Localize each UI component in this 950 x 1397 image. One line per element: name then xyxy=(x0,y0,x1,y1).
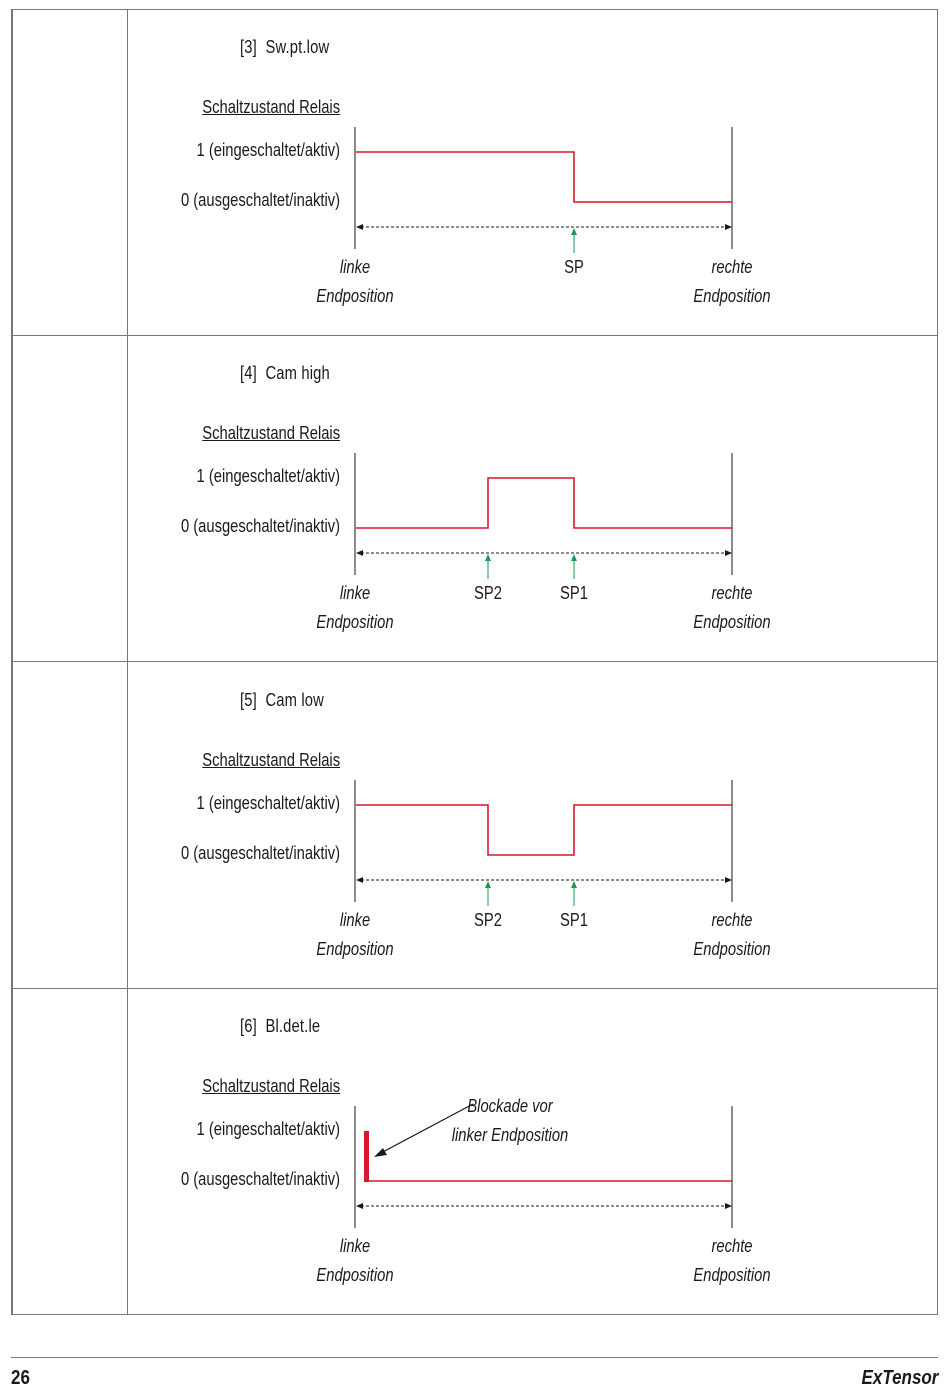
signal-line xyxy=(356,478,732,528)
blockade-pulse xyxy=(364,1131,369,1182)
state-on-label: 1 (eingeschaltet/aktiv) xyxy=(196,140,340,160)
section-number: [3] xyxy=(240,37,257,57)
arrowhead-right xyxy=(725,224,732,230)
signal-line xyxy=(356,805,732,855)
arrowhead-left xyxy=(356,224,363,230)
section-cam-low xyxy=(11,662,938,988)
note-pointer-arrowhead xyxy=(374,1148,387,1157)
blockade-note-line2: linker Endposition xyxy=(451,1125,569,1145)
left-end-line1: linke xyxy=(339,583,371,603)
left-end-line1: linke xyxy=(339,1236,371,1256)
state-on-label: 1 (eingeschaltet/aktiv) xyxy=(196,1119,340,1139)
arrowhead-right xyxy=(725,877,732,883)
section-sw-pt-low xyxy=(11,9,938,335)
state-off-label: 0 (ausgeschaltet/inaktiv) xyxy=(180,843,340,863)
blockade-note-line1: Blockade vor xyxy=(467,1096,553,1116)
sp-label: SP xyxy=(564,257,584,277)
blockade-note xyxy=(444,1092,575,1150)
left-end-line2: Endposition xyxy=(316,612,394,632)
right-end-line2: Endposition xyxy=(693,612,771,632)
section-name: Bl.det.le xyxy=(265,1016,321,1036)
right-end-label xyxy=(683,1232,781,1290)
section-number: [4] xyxy=(240,363,257,383)
right-end-line1: rechte xyxy=(711,583,753,603)
arrowhead-left xyxy=(356,1203,363,1209)
relais-state-heading: Schaltzustand Relais xyxy=(202,1076,340,1096)
brand-name: ExTensor xyxy=(861,1367,938,1389)
page-number: 26 xyxy=(11,1367,30,1389)
section-cam-high xyxy=(11,335,938,661)
state-on-label: 1 (eingeschaltet/aktiv) xyxy=(196,466,340,486)
arrowhead-right xyxy=(725,1203,732,1209)
right-end-line2: Endposition xyxy=(693,939,771,959)
relay-diagram xyxy=(11,988,938,1314)
page-table xyxy=(11,9,938,1315)
left-end-line2: Endposition xyxy=(316,939,394,959)
left-end-line2: Endposition xyxy=(316,1265,394,1285)
right-end-label xyxy=(683,253,781,311)
left-end-label xyxy=(306,906,404,964)
right-end-line1: rechte xyxy=(711,257,753,277)
left-end-label xyxy=(306,579,404,637)
relais-state-heading: Schaltzustand Relais xyxy=(202,97,340,117)
relay-diagram xyxy=(11,662,938,988)
section-number: [5] xyxy=(240,690,257,710)
sp2-label: SP2 xyxy=(474,910,502,930)
signal-line xyxy=(356,152,732,202)
relay-diagram xyxy=(11,335,938,661)
sp1-marker-arrowhead xyxy=(571,554,577,561)
relay-diagram xyxy=(11,9,938,335)
left-end-line1: linke xyxy=(339,910,371,930)
right-end-line2: Endposition xyxy=(693,1265,771,1285)
state-off-label: 0 (ausgeschaltet/inaktiv) xyxy=(180,1169,340,1189)
arrowhead-right xyxy=(725,550,732,556)
right-end-label xyxy=(683,906,781,964)
right-end-label xyxy=(683,579,781,637)
left-end-label xyxy=(306,253,404,311)
section-name: Sw.pt.low xyxy=(265,37,330,57)
sp2-marker-arrowhead xyxy=(485,554,491,561)
table-bottom-border xyxy=(11,1314,938,1315)
left-end-label xyxy=(306,1232,404,1290)
arrowhead-left xyxy=(356,877,363,883)
right-end-line1: rechte xyxy=(711,1236,753,1256)
state-off-label: 0 (ausgeschaltet/inaktiv) xyxy=(180,190,340,210)
footer-rule xyxy=(11,1357,938,1358)
relais-state-heading: Schaltzustand Relais xyxy=(202,423,340,443)
arrowhead-left xyxy=(356,550,363,556)
right-end-line2: Endposition xyxy=(693,286,771,306)
sp1-marker-arrowhead xyxy=(571,881,577,888)
right-end-line1: rechte xyxy=(711,910,753,930)
state-off-label: 0 (ausgeschaltet/inaktiv) xyxy=(180,516,340,536)
section-number: [6] xyxy=(240,1016,257,1036)
section-name: Cam low xyxy=(265,690,325,710)
sp1-label: SP1 xyxy=(560,910,588,930)
section-name: Cam high xyxy=(265,363,330,383)
left-end-line1: linke xyxy=(339,257,371,277)
sp2-marker-arrowhead xyxy=(485,881,491,888)
state-on-label: 1 (eingeschaltet/aktiv) xyxy=(196,793,340,813)
section-bl-det-le xyxy=(11,988,938,1314)
sp2-label: SP2 xyxy=(474,583,502,603)
relais-state-heading: Schaltzustand Relais xyxy=(202,750,340,770)
left-end-line2: Endposition xyxy=(316,286,394,306)
sp1-label: SP1 xyxy=(560,583,588,603)
sp-marker-arrowhead xyxy=(571,228,577,235)
